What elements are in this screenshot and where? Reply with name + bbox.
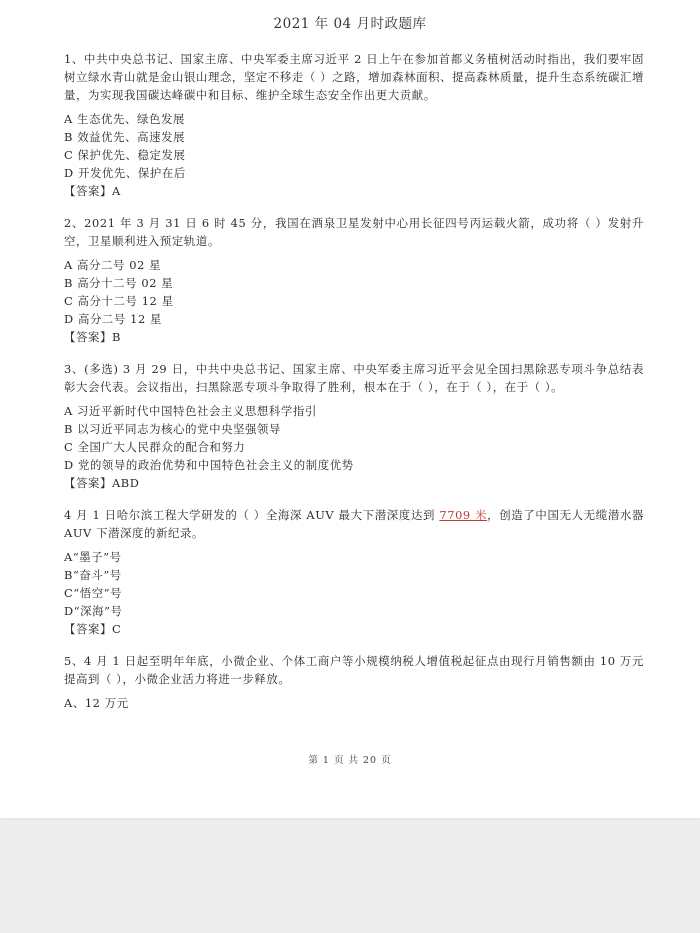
question-stem xyxy=(64,506,644,542)
question-stem: 1、中共中央总书记、国家主席、中央军委主席习近平 2 日上午在参加首都义务植树活动时指出，我们要牢固树立绿水青山就是金山银山理念，坚定不移走（ ）之路，增加森林面积、提高森林质量，提升生态系统碳汇增量，为实现我国碳达峰碳中和目标、维护全球生态安全作出更大贡献。 xyxy=(64,52,644,102)
question-stem: 2、2021 年 3 月 31 日 6 时 45 分，我国在酒泉卫星发射中心用长征四号丙运载火箭，成功将（ ）发射升空，卫星顺利进入预定轨道。 xyxy=(64,216,644,248)
stem-text: 4 月 1 日哈尔滨工程大学研发的（ ）全海深 AUV 最大下潜深度达到 xyxy=(64,508,440,522)
option-a: A 习近平新时代中国特色社会主义思想科学指引 xyxy=(64,404,317,418)
question-2 xyxy=(64,214,644,346)
answer: 【答案】B xyxy=(64,330,121,344)
question-5 xyxy=(64,652,644,712)
option-a: A“墨子”号 xyxy=(64,550,122,564)
answer: 【答案】A xyxy=(64,184,121,198)
option-c: C 保护优先、稳定发展 xyxy=(64,148,186,162)
option-a: A 生态优先、绿色发展 xyxy=(64,112,185,126)
question-stem: 3、(多选) 3 月 29 日，中共中央总书记、国家主席、中央军委主席习近平会见全国扫黑除恶专项斗争总结表彰大会代表。会议指出，扫黑除恶专项斗争取得了胜利，根本在于（ ），在于（ ），在于（ ）。 xyxy=(64,362,644,394)
option-d: D 开发优先、保护在后 xyxy=(64,166,186,180)
option-b: B 以习近平同志为核心的党中央坚强领导 xyxy=(64,422,282,436)
option-c: C 全国广大人民群众的配合和努力 xyxy=(64,440,246,454)
answer: 【答案】C xyxy=(64,622,122,636)
option-a: A、12 万元 xyxy=(64,696,129,710)
option-c: C“悟空”号 xyxy=(64,586,123,600)
document-title: 2021 年 04 月时政题库 xyxy=(273,16,427,32)
option-d: D 党的领导的政治优势和中国特色社会主义的制度优势 xyxy=(64,458,354,472)
question-stem: 5、4 月 1 日起至明年年底，小微企业、个体工商户等小规模纳税人增值税起征点由现行月销售额由 10 万元提高到（ ），小微企业活力将进一步释放。 xyxy=(64,654,644,686)
option-d: D 高分二号 12 星 xyxy=(64,312,163,326)
question-1 xyxy=(64,50,644,200)
answer: 【答案】ABD xyxy=(64,476,140,490)
question-list xyxy=(64,50,644,726)
stem-text: ，创造了中国无人无缆潜水器 AUV 下潜深度的新纪录。 xyxy=(64,508,644,540)
option-a: A 高分二号 02 星 xyxy=(64,258,162,272)
question-3 xyxy=(64,360,644,492)
option-b: B 高分十二号 02 星 xyxy=(64,276,174,290)
option-b: B 效益优先、高速发展 xyxy=(64,130,186,144)
highlighted-depth-link[interactable]: 7709 米 xyxy=(439,508,488,522)
question-4 xyxy=(64,506,644,638)
page-number: 第 1 页 共 20 页 xyxy=(308,755,392,766)
option-d: D“深海”号 xyxy=(64,604,123,618)
option-c: C 高分十二号 12 星 xyxy=(64,294,174,308)
option-b: B“奋斗”号 xyxy=(64,568,122,582)
